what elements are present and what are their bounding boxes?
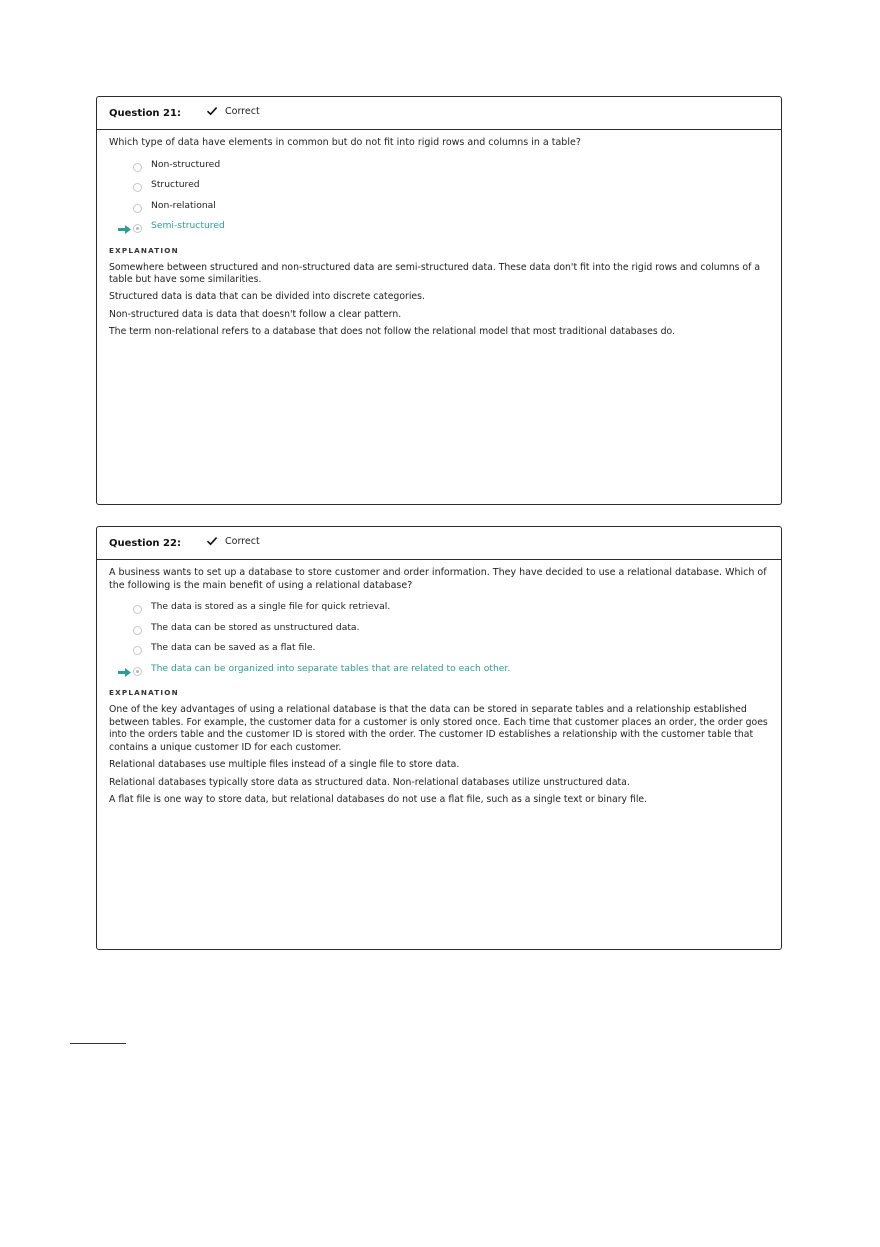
explanation-paragraph: Structured data is data that can be divided into discrete categories. [109, 291, 425, 303]
answer-option-text: Non-relational [151, 199, 216, 211]
answer-option[interactable] [109, 158, 769, 179]
answer-options [109, 600, 769, 682]
answer-option[interactable] [109, 621, 769, 642]
question-prompt: A business wants to set up a database to store customer and order information. They have decided to use a relational database. Which of the following is the main benefit of using a relational database? [109, 567, 767, 591]
radio-button[interactable] [133, 626, 142, 635]
answer-option-selected[interactable] [109, 219, 769, 240]
arrow-right-icon [118, 668, 131, 677]
radio-button[interactable] [133, 224, 142, 233]
answer-option-text: The data can be saved as a flat file. [151, 642, 316, 653]
status-text: Correct [225, 535, 260, 547]
check-icon [206, 105, 218, 117]
answer-option-text: Structured [151, 179, 200, 190]
explanation-paragraph: A flat file is one way to store data, but relational databases do not use a flat file, such as a single text or binary file. [109, 793, 648, 805]
answer-option[interactable] [109, 199, 769, 220]
explanation-paragraph: Relational databases use multiple files instead of a single file to store data. [109, 759, 460, 771]
question-header [97, 97, 781, 130]
explanation-paragraph: Relational databases typically store data as structured data. Non-relational databases utilize unstructured data. [109, 776, 630, 788]
status-badge [206, 105, 260, 117]
status-text: Correct [225, 105, 260, 117]
answer-option-selected[interactable] [109, 662, 769, 683]
radio-button[interactable] [133, 646, 142, 655]
answer-option-text: The data can be stored as unstructured data. [151, 621, 360, 633]
answer-option[interactable] [109, 641, 769, 662]
answer-option-text: The data can be organized into separate tables that are related to each other. [151, 662, 511, 674]
answer-option-text: Semi-structured [151, 220, 225, 231]
answer-option-text: Non-structured [151, 158, 221, 170]
explanation-paragraph: Somewhere between structured and non-structured data are semi-structured data. These data don't fit into the rigid rows and columns of a table but have some similarities. [109, 261, 761, 286]
answer-options [109, 158, 769, 240]
explanation-paragraph: One of the key advantages of using a relational database is that the data can be stored in separate tables and a relationship established between tables. For example, the customer data for a customer is only stored once. Each time that customer places an order, the order goes into the orders table and the customer ID is stored with the order. The customer ID establishes a relationship with the customer table that contains a unique customer ID for each customer. [109, 704, 768, 754]
explanation-heading: EXPLANATION [109, 688, 179, 697]
radio-button[interactable] [133, 183, 142, 192]
radio-button[interactable] [133, 204, 142, 213]
check-icon [206, 535, 218, 547]
question-header [97, 527, 781, 560]
answer-option[interactable] [109, 600, 769, 621]
question-prompt: Which type of data have elements in common but do not fit into rigid rows and columns in a table? [109, 137, 581, 148]
arrow-right-icon [118, 225, 131, 234]
answer-option-text: The data is stored as a single file for quick retrieval. [151, 601, 391, 612]
question-label: Question 21: [109, 108, 181, 119]
footer-divider [70, 1043, 126, 1044]
answer-option[interactable] [109, 178, 769, 199]
question-card-22 [96, 526, 782, 950]
radio-button[interactable] [133, 667, 142, 676]
status-badge [206, 535, 260, 547]
explanation-paragraph: The term non-relational refers to a database that does not follow the relational model that most traditional databases do. [109, 325, 675, 337]
explanation-heading: EXPLANATION [109, 245, 179, 255]
explanation-paragraph: Non-structured data is data that doesn't follow a clear pattern. [109, 308, 402, 320]
radio-button[interactable] [133, 605, 142, 614]
question-label: Question 22: [109, 538, 181, 549]
radio-button[interactable] [133, 163, 142, 172]
question-card-21 [96, 96, 782, 505]
